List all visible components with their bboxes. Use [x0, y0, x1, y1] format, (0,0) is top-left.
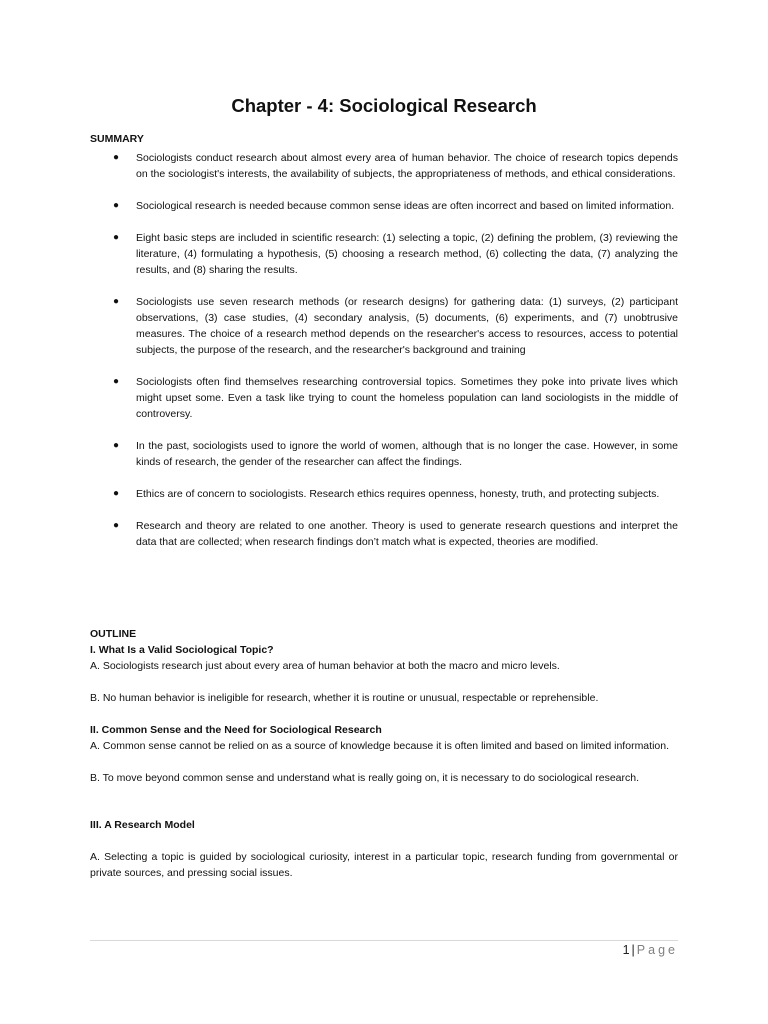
summary-bullet-text: Eight basic steps are included in scientific research: (1) selecting a topic, (2) defining the problem, (3) reviewing the literature, (4) formulating a hypothesis, (5) choosing a research method, (6) collecting the data, (7) analyzing the results, and (8) sharing the results. — [136, 232, 678, 276]
summary-bullet-text: Sociologists often find themselves researching controversial topics. Sometimes they poke into private lives which might upset some. Even a task like trying to count the homeless population can land sociologists in the middle of controversy. — [136, 376, 678, 420]
page-number: 1 — [622, 943, 630, 957]
summary-list — [90, 150, 678, 566]
bullet-icon: ● — [113, 296, 120, 307]
footer-divider — [90, 940, 678, 941]
outline-heading: OUTLINE — [90, 628, 137, 640]
summary-bullet-text: In the past, sociologists used to ignore the world of women, although that is no longer the case. However, in some kinds of research, the gender of the researcher can affect the findings. — [136, 440, 678, 468]
bullet-icon: ● — [113, 200, 120, 211]
page-label: Page — [636, 943, 678, 957]
summary-bullet-4 — [90, 294, 678, 358]
summary-bullet-text: Sociologists use seven research methods (or research designs) for gathering data: (1) surveys, (2) participant observations, (3) case studies, (4) secondary analysis, (5) documents, (6) experiments, and (7) unobtrusive measures. The choice of a research method depends on the researcher's access to resources, access to potential subjects, the purpose of the research, and the researcher's background and training — [136, 296, 678, 356]
summary-bullet-5 — [90, 374, 678, 422]
summary-bullet-text: Sociologists conduct research about almost every area of human behavior. The choice of research topics depends on the sociologist's interests, the availability of subjects, the appropriateness of methods, and ethical considerations. — [136, 152, 678, 180]
summary-bullet-2 — [90, 198, 678, 214]
summary-bullet-1 — [90, 150, 678, 182]
summary-heading: SUMMARY — [90, 133, 144, 145]
outline-section-3-item-a: A. Selecting a topic is guided by sociological curiosity, interest in a particular topic, research funding from governmental or private sources, and pressing social issues. — [90, 851, 678, 879]
bullet-icon: ● — [113, 376, 120, 387]
bullet-icon: ● — [113, 440, 120, 451]
summary-bullet-text: Sociological research is needed because common sense ideas are often incorrect and based on limited information. — [136, 200, 675, 212]
bullet-icon: ● — [113, 232, 120, 243]
bullet-icon: ● — [113, 152, 120, 163]
chapter-title: Chapter - 4: Sociological Research — [231, 95, 537, 116]
summary-bullet-7 — [90, 486, 678, 502]
summary-bullet-text: Ethics are of concern to sociologists. Research ethics requires openness, honesty, truth, and protecting subjects. — [136, 488, 660, 500]
outline-section-3-title: III. A Research Model — [90, 819, 195, 831]
page-footer — [600, 943, 678, 957]
summary-bullet-text: Research and theory are related to one another. Theory is used to generate research questions and interpret the data that are collected; when research findings don’t match what is expected, theories are modified. — [136, 520, 678, 548]
outline-section-1-item-b: B. No human behavior is ineligible for research, whether it is routine or unusual, respectable or reprehensible. — [90, 692, 599, 704]
bullet-icon: ● — [113, 520, 120, 531]
outline-section — [90, 626, 678, 881]
outline-section-2-title: II. Common Sense and the Need for Sociological Research — [90, 724, 382, 736]
outline-section-1-item-a: A. Sociologists research just about every area of human behavior at both the macro and micro levels. — [90, 660, 560, 672]
outline-section-1-title: I. What Is a Valid Sociological Topic? — [90, 644, 274, 656]
summary-bullet-8 — [90, 518, 678, 550]
summary-bullet-6 — [90, 438, 678, 470]
summary-bullet-3 — [90, 230, 678, 278]
outline-section-2-item-a: A. Common sense cannot be relied on as a source of knowledge because it is often limited and based on limited information. — [90, 740, 669, 752]
outline-section-2-item-b: B. To move beyond common sense and understand what is really going on, it is necessary to do sociological research. — [90, 772, 640, 784]
bullet-icon: ● — [113, 488, 120, 499]
footer-separator: | — [631, 943, 635, 957]
